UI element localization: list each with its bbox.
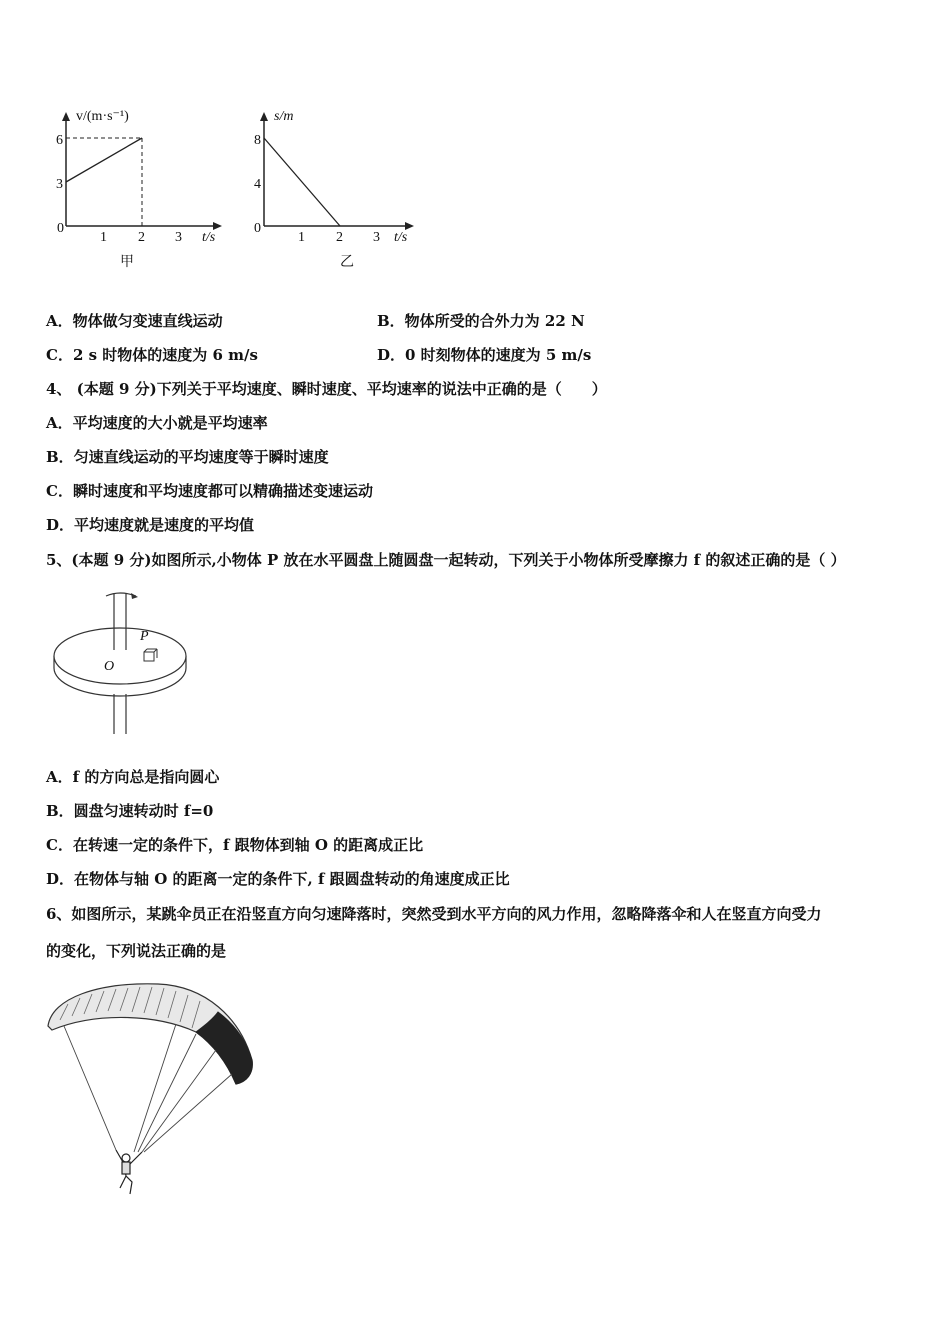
rotating-disk-figure xyxy=(46,588,206,738)
x-axis-arrow xyxy=(405,222,414,230)
y-tick-3: 3 xyxy=(56,177,63,192)
q4-option-c: C．瞬时速度和平均速度都可以精确描述变速运动 xyxy=(46,482,373,500)
x-tick-2: 2 xyxy=(138,230,145,245)
y-axis-label: v/(m·s⁻¹) xyxy=(76,109,129,124)
x-axis-label: t/s xyxy=(202,230,216,245)
q3-option-b: B．物体所受的合外力为 22 N xyxy=(377,312,585,330)
origin-label: 0 xyxy=(57,221,64,236)
label-o: O xyxy=(104,659,115,674)
q4-option-d: D．平均速度就是速度的平均值 xyxy=(46,516,255,534)
velocity-line xyxy=(66,138,142,182)
y-tick-8: 8 xyxy=(254,133,261,148)
q4-option-b: B．匀速直线运动的平均速度等于瞬时速度 xyxy=(46,448,329,466)
graph-caption: 甲 xyxy=(120,255,134,270)
label-p: P xyxy=(140,629,149,644)
y-tick-6: 6 xyxy=(56,133,63,148)
y-axis-arrow xyxy=(260,112,268,121)
y-tick-4: 4 xyxy=(254,177,261,192)
q5-option-a: A．f 的方向总是指向圆心 xyxy=(46,768,220,786)
origin-label: 0 xyxy=(254,221,261,236)
q4-stem: 4、 (本题 9 分)下列关于平均速度、瞬时速度、平均速率的说法中正确的是（ ） xyxy=(46,380,607,398)
q3-option-d: D．0 时刻物体的速度为 5 m/s xyxy=(377,346,592,364)
q3-option-c: C．2 s 时物体的速度为 6 m/s xyxy=(46,346,258,364)
q4-option-a: A．平均速度的大小就是平均速率 xyxy=(46,414,268,432)
displacement-line xyxy=(264,138,340,226)
disk xyxy=(54,628,186,684)
x-tick-3: 3 xyxy=(373,230,380,245)
q5-option-c: C．在转速一定的条件下，f 跟物体到轴 O 的距离成正比 xyxy=(46,836,424,854)
x-axis-arrow xyxy=(213,222,222,230)
q6-stem-line2: 的变化，下列说法正确的是 xyxy=(46,942,227,960)
x-tick-2: 2 xyxy=(336,230,343,245)
q5-option-b: B．圆盘匀速转动时 f=0 xyxy=(46,802,214,820)
y-axis-arrow xyxy=(62,112,70,121)
y-axis-label: s/m xyxy=(274,109,294,124)
graph-caption: 乙 xyxy=(340,255,354,270)
q5-option-d: D．在物体与轴 O 的距离一定的条件下, f 跟圆盘转动的角速度成正比 xyxy=(46,870,510,888)
x-tick-3: 3 xyxy=(175,230,182,245)
x-tick-1: 1 xyxy=(298,230,305,245)
skydiver xyxy=(116,1150,142,1194)
velocity-time-graph xyxy=(40,104,240,274)
x-tick-1: 1 xyxy=(100,230,107,245)
q3-option-a: A．物体做匀变速直线运动 xyxy=(46,312,223,330)
x-axis-label: t/s xyxy=(394,230,408,245)
q6-stem-line1: 6、如图所示，某跳伞员正在沿竖直方向匀速降落时，突然受到水平方向的风力作用，忽略降落伞和人在竖直方向受力 xyxy=(46,905,822,923)
displacement-time-graph xyxy=(238,104,438,274)
object-p xyxy=(144,652,154,661)
q5-stem: 5、(本题 9 分)如图所示,小物体 P 放在水平圆盘上随圆盘一起转动，下列关于小物体所受摩擦力 f 的叙述正确的是（ ） xyxy=(46,551,846,569)
paraglider-figure xyxy=(46,974,266,1200)
